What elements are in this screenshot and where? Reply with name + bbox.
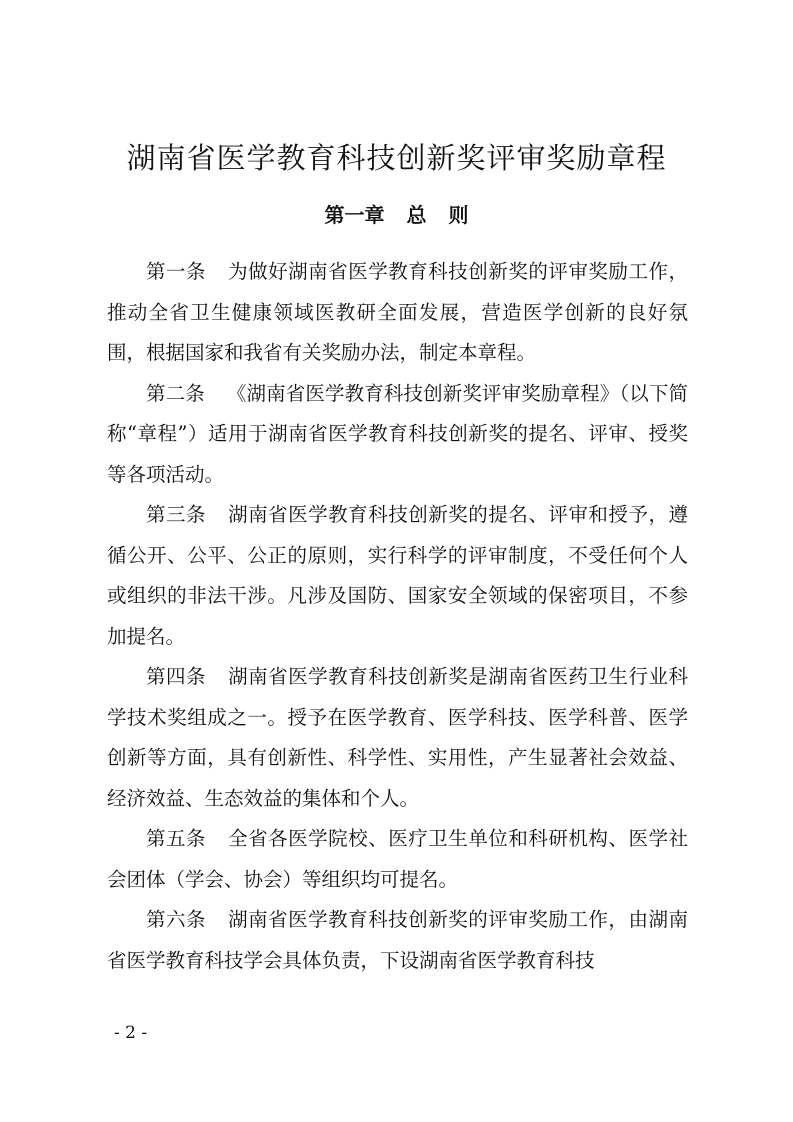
article-text: 为做好湖南省医学教育科技创新奖的评审奖励工作，推动全省卫生健康领域医教研全面发展，营造医学创新的良好氛围，根据国家和我省有关奖励办法，制定本章程。 (107, 260, 688, 364)
article-label: 第三条 (146, 503, 207, 526)
page-number: - 2 - (114, 1023, 148, 1043)
document-body (107, 252, 688, 981)
article-3 (107, 495, 688, 657)
article-label: 第四条 (146, 665, 207, 688)
article-text: 湖南省医学教育科技创新奖是湖南省医药卫生行业科学技术奖组成之一。授予在医学教育、医学科技、医学科普、医学创新等方面，具有创新性、科学性、实用性，产生显著社会效益、经济效益、生态效益的集体和个人。 (107, 665, 688, 810)
chapter-name-part2: 则 (448, 203, 469, 227)
article-text: 《湖南省医学教育科技创新奖评审奖励章程》（以下简称“章程”）适用于湖南省医学教育科技创新奖的提名、评审、授奖等各项活动。 (107, 381, 688, 486)
article-text: 湖南省医学教育科技创新奖的提名、评审和授予，遵循公开、公平、公正的原则，实行科学的评审制度，不受任何个人或组织的非法干涉。凡涉及国防、国家安全领域的保密项目，不参加提名。 (107, 503, 688, 648)
chapter-name-part1: 总 (406, 203, 427, 227)
article-label: 第六条 (146, 908, 207, 931)
document-title: 湖南省医学教育科技创新奖评审奖励章程 (126, 141, 667, 175)
article-label: 第二条 (146, 381, 205, 405)
article-2 (107, 374, 688, 496)
article-label: 第一条 (146, 260, 207, 283)
chapter-heading (0, 199, 793, 231)
chapter-label: 第一章 (324, 203, 385, 227)
article-label: 第五条 (146, 827, 207, 850)
article-1 (107, 252, 688, 374)
article-text: 湖南省医学教育科技创新奖的评审奖励工作，由湖南省医学教育科技学会具体负责，下设湖南省医学教育科技 (107, 908, 688, 972)
article-4 (107, 657, 688, 819)
article-5 (107, 819, 688, 900)
article-text: 全省各医学院校、医疗卫生单位和科研机构、医学社会团体（学会、协会）等组织均可提名。 (107, 827, 688, 891)
article-6 (107, 900, 688, 981)
